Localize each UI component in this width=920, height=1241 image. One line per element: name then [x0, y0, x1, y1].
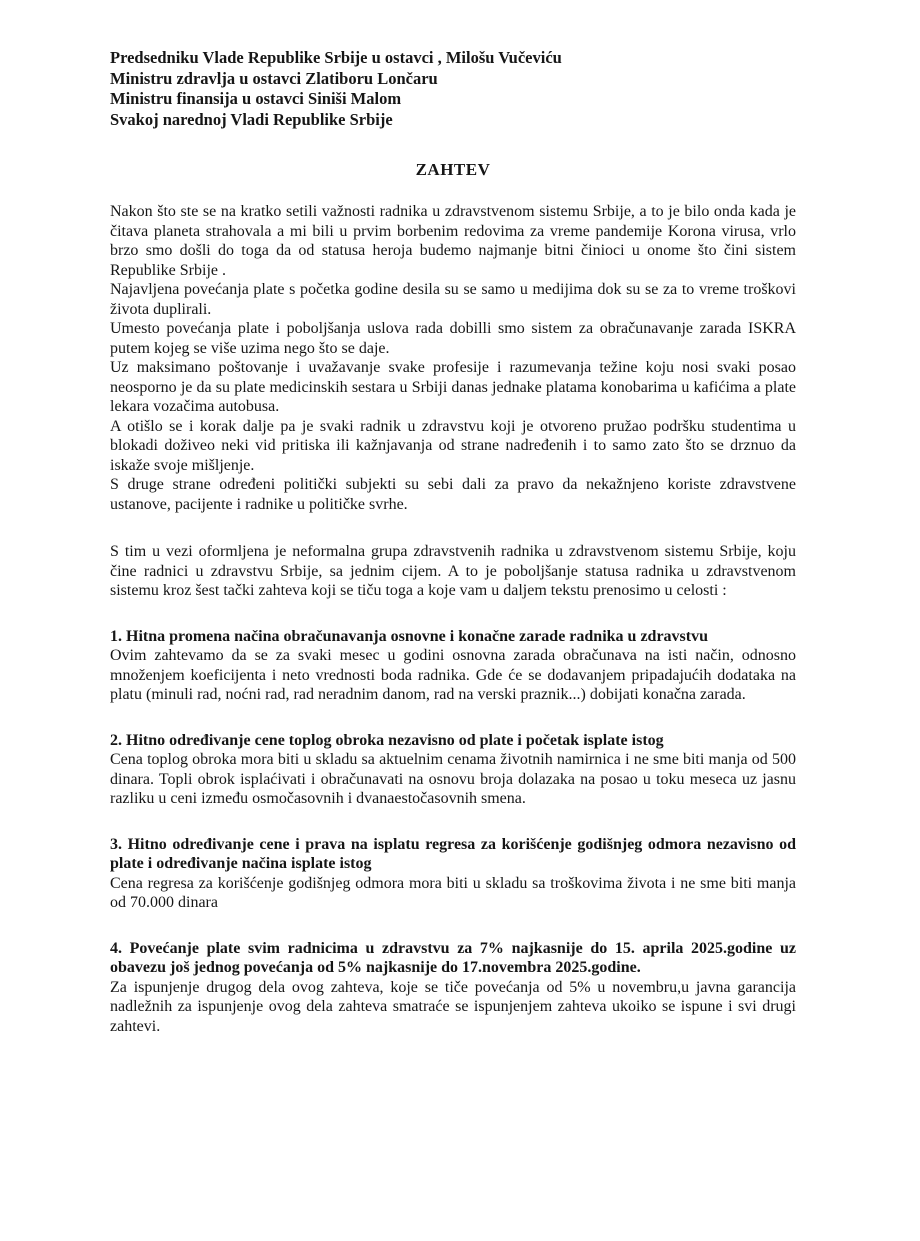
addressee-line: Ministru finansija u ostavci Siniši Malom: [110, 89, 402, 108]
group-section: [110, 542, 796, 601]
demand-heading: 4. Povećanje plate svim radnicima u zdravstvu za 7% najkasnije do 15. aprila 2025.godine uz obavezu još jednog povećanja od 5% najkasnije do 17.novembra 2025.godine.: [110, 939, 796, 976]
document-title: ZAHTEV: [415, 160, 491, 179]
demand-heading: 1. Hitna promena načina obračunavanja osnovne i konačne zarade radnika u zdravstvu: [110, 627, 708, 645]
demand-heading: 2. Hitno određivanje cene toplog obroka nezavisno od plate i početak isplate istog: [110, 731, 664, 749]
demand-body: Cena regresa za korišćenje godišnjeg odmora mora biti u skladu sa troškovima života i ne sme biti manja od 70.000 dinara: [110, 874, 796, 911]
intro-paragraph: Najavljena povećanja plate s početka godine desila su se samo u medijima dok su se za to vreme troškovi života duplirali.: [110, 281, 796, 318]
demand-item: [110, 835, 796, 913]
demand-body: Cena toplog obroka mora biti u skladu sa aktuelnim cenama životnih namirnica i ne sme biti manja od 500 dinara. Topli obrok isplaćivati i obračunavati na osnovu broja dolazaka na posao u toku meseca uz jasnu razliku u ceni između osmočasovnih i dvanaestočasovnih smena.: [110, 751, 796, 807]
demand-body: Za ispunjenje drugog dela ovog zahteva, koje se tiče povećanja od 5% u novembru,u javna garancija nadležnih za ispunjenje ovog dela zahteva smatraće se ispunjenjem zahteva ukoiko se ispune i svi drugi zahtevi.: [110, 978, 796, 1035]
intro-paragraph: A otišlo se i korak dalje pa je svaki radnik u zdravstvu koji je otvoreno pružao podršku studentima u blokadi doživeo neki vid pritiska ili kažnjavanja od strane nadređenih i to samo zato što se drznuo da iskaže svoje mišljenje.: [110, 417, 796, 474]
intro-paragraph: Umesto povećanja plate i poboljšanja uslova rada dobilli smo sistem za obračunavanje zarada ISKRA putem kojeg se više uzima nego što se daje.: [110, 320, 796, 357]
addressee-line: Predsedniku Vlade Republike Srbije u ostavci , Milošu Vučeviću: [110, 48, 562, 67]
addressee-block: [110, 48, 796, 130]
intro-section: [110, 202, 796, 514]
addressee-line: Ministru zdravlja u ostavci Zlatiboru Lončaru: [110, 68, 438, 88]
demand-body: Ovim zahtevamo da se za svaki mesec u godini osnovna zarada obračunava na isti način, odnosno množenjem koeficijenta i neto vrednosti boda radnika. Gde će se dodavanjem pripadajućih dodataka na platu (minuli rad, noćni rad, rad neradnim danom, rad na verski praznik...) dobijati konačna zarada.: [110, 647, 796, 703]
demand-item: [110, 627, 796, 705]
addressee-line: Svakoj narednoj Vladi Republike Srbije: [110, 109, 393, 129]
demand-item: [110, 731, 796, 809]
intro-paragraph: Uz maksimano poštovanje i uvažavanje svake profesije i razumevanja težine koju nosi svaki posao neosporno je da su plate medicinskih sestara u Srbiji danas jednake platama konobarima u kafićima a plate lekara vozačima autobusa.: [110, 359, 796, 415]
demand-item: [110, 939, 796, 1037]
intro-paragraph: S druge strane određeni politički subjekti su sebi dali za pravo da nekažnjeno koriste zdravstvene ustanove, pacijente i radnike u političke svrhe.: [110, 476, 796, 513]
intro-paragraph: Nakon što ste se na kratko setili važnosti radnika u zdravstvenom sistemu Srbije, a to je bilo onda kada je čitava planeta strahovala a mi bili u prvim borbenim redovima za vreme pandemije Korona virusa, vrlo brzo smo došli do toga da od statusa heroja budemo najmanje bitni činioci u onome što čini sistem Republike Srbije .: [110, 203, 796, 279]
group-paragraph: S tim u vezi oformljena je neformalna grupa zdravstvenih radnika u zdravstvenom sistemu Srbije, koju čine radnici u zdravstvu Srbije, sa jednim cijem. A to je poboljšanje statusa radnika u zdravstvenom sistemu kroz šest tački zahteva koji se tiču toga a koje vam u daljem tekstu prenosimo u celosti :: [110, 543, 796, 599]
demand-heading: 3. Hitno određivanje cene i prava na isplatu regresa za korišćenje godišnjeg odmora nezavisno od plate i određivanje načina isplate istog: [110, 835, 796, 872]
spacer: [110, 514, 796, 542]
